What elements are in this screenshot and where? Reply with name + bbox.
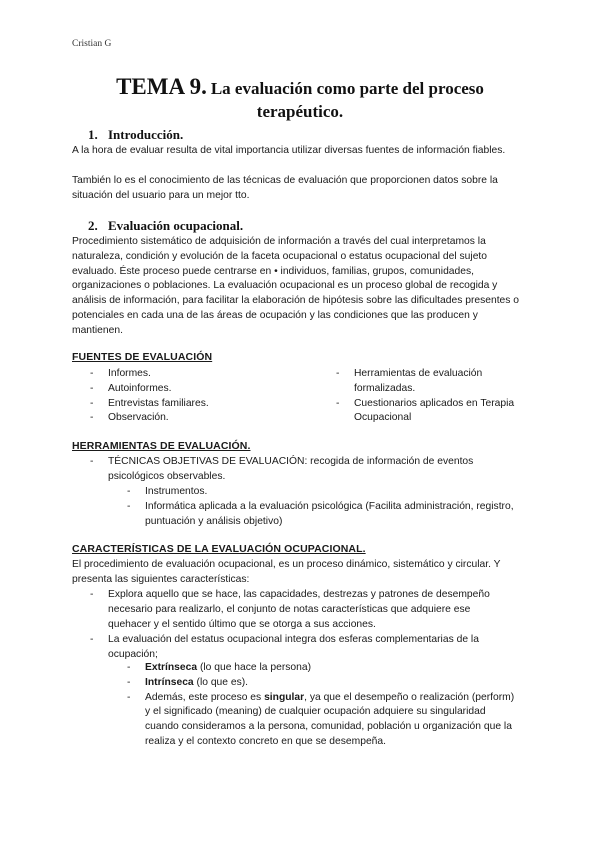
list-item: - Explora aquello que se hace, las capacidades, destrezas y patrones de desempeño necesario para realizarlo, el conjunto de notas características que adquiere ese quehacer y el sentido último que se otorga a sus acciones. bbox=[90, 588, 515, 632]
heading-evaluacion-text: Evaluación ocupacional. bbox=[108, 218, 244, 233]
heading-introduccion bbox=[88, 127, 183, 143]
list-item: - Herramientas de evaluación formalizadas. bbox=[336, 367, 536, 397]
intrinseca-label: Intrínseca bbox=[145, 676, 194, 688]
heading-introduccion-text: Introducción. bbox=[108, 127, 184, 142]
heading-evaluacion-number: 2. bbox=[88, 218, 98, 233]
page-title bbox=[60, 74, 540, 122]
extrinseca-label: Extrínseca bbox=[145, 662, 198, 673]
herramientas-list bbox=[90, 455, 520, 485]
caracteristicas-list bbox=[90, 588, 515, 663]
list-item bbox=[127, 661, 517, 676]
fuentes-list-left bbox=[90, 367, 320, 426]
heading-caracteristicas: CARACTERÍSTICAS DE LA EVALUACIÓN OCUPACIONAL. bbox=[72, 543, 366, 555]
caracteristicas-paragraph: El procedimiento de evaluación ocupacional, es un proceso dinámico, sistemático y circular. Y presenta las siguientes características: bbox=[72, 559, 501, 585]
heading-fuentes: FUENTES DE EVALUACIÓN bbox=[72, 351, 213, 363]
caracteristicas-sublist bbox=[127, 661, 517, 750]
heading-introduccion-number: 1. bbox=[88, 127, 98, 142]
singular-text-a: Además, este proceso es bbox=[145, 691, 265, 703]
list-item: - Instrumentos. bbox=[127, 485, 527, 500]
intrinseca-text: (lo que es). bbox=[193, 676, 249, 688]
list-item: - La evaluación del estatus ocupacional integra dos esferas complementarias de la ocupación; bbox=[90, 633, 515, 663]
list-item bbox=[127, 691, 517, 750]
list-item: - Informes. bbox=[90, 367, 320, 382]
list-item: - Entrevistas familiares. bbox=[90, 397, 320, 412]
intro-paragraph-2: También lo es el conocimiento de las técnicas de evaluación que proporcionen datos sobre la situación del usuario para un mejor tto. bbox=[72, 175, 498, 201]
singular-label: singular bbox=[264, 691, 305, 703]
heading-evaluacion-ocupacional bbox=[88, 218, 243, 234]
heading-herramientas: HERRAMIENTAS DE EVALUACIÓN. bbox=[72, 440, 251, 452]
list-item: - TÉCNICAS OBJETIVAS DE EVALUACIÓN: recogida de información de eventos psicológicos observables. bbox=[90, 455, 520, 485]
list-item: - Autoinformes. bbox=[90, 382, 320, 397]
evaluacion-paragraph: Procedimiento sistemático de adquisición de información a través del cual interpretamos la naturaleza, condición y evolución de la faceta ocupacional o estatus ocupacional del sujeto evaluado. Éste proceso puede centrarse en • individuos, familias, grupos, comunidades, organizaciones o poblaciones. La evaluación ocupacional es un proceso global de recogida y análisis de información, para facilitar la elaboración de hipótesis sobre las dificultades presentes o potenciales en cada una de las áreas de ocupación y las condiciones que las producen y mantienen. bbox=[72, 236, 520, 336]
extrinseca-text: (lo que hace la persona) bbox=[197, 662, 312, 673]
list-item: - Informática aplicada a la evaluación psicológica (Facilita administración, registro, puntuación y análisis objetivo) bbox=[127, 500, 527, 530]
list-item: - Observación. bbox=[90, 411, 320, 426]
title-rest-1: La evaluación como parte del proceso bbox=[210, 79, 484, 98]
herramientas-sublist bbox=[127, 485, 527, 529]
fuentes-list-right bbox=[336, 367, 536, 426]
list-item bbox=[127, 676, 517, 691]
title-rest-2: terapéutico. bbox=[256, 102, 344, 121]
author-name: Cristian G bbox=[72, 39, 112, 49]
singular-text-b: , ya que el desempeño o realización (perform) y el significado (meaning) de cualquier ocupación adquiere su singularidad cuando consideramos a la persona, comunidad, población u organización que la realiza y el contexto concreto en que se desempeña. bbox=[145, 691, 515, 747]
intro-paragraph-1: A la hora de evaluar resulta de vital importancia utilizar diversas fuentes de información fiables. bbox=[72, 145, 506, 156]
list-item: - Cuestionarios aplicados en Terapia Ocupacional bbox=[336, 397, 536, 427]
title-tema: TEMA 9. bbox=[116, 74, 207, 99]
